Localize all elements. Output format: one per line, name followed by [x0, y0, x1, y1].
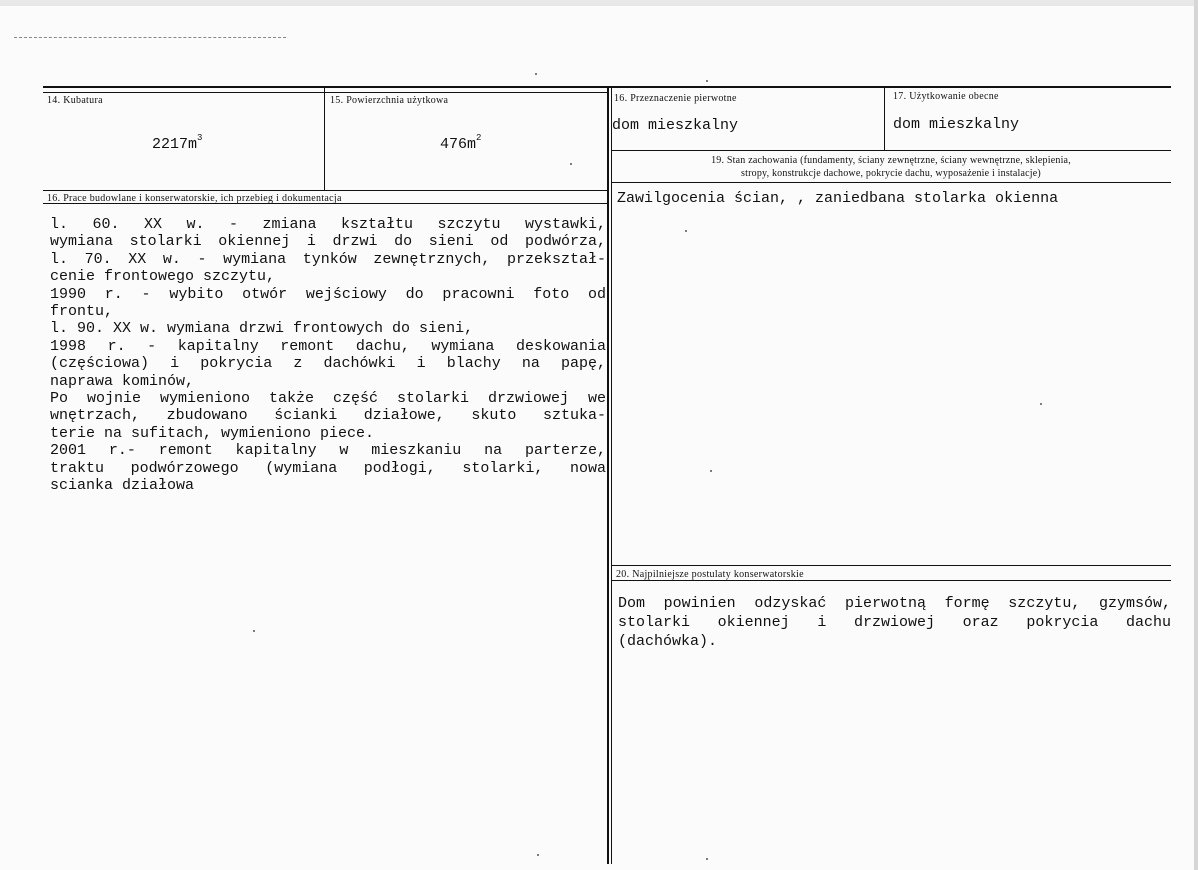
field-19-label-line1: 19. Stan zachowania (fundamenty, ściany zewnętrzne, ściany wewnętrzne, sklepienia, [711, 155, 1071, 166]
scan-speck [1040, 403, 1042, 405]
field-19-label-line2: stropy, konstrukcje dachowe, pokrycie dachu, wyposażenie i instalacje) [741, 168, 1041, 179]
text-line: naprawa kominów, [50, 372, 195, 390]
divider-14-15 [324, 88, 325, 190]
field-17-value: dom mieszkalny [893, 116, 1020, 133]
field-18-label: 16. Prace budowlane i konserwatorskie, ich przebieg i dokumentacja [47, 193, 342, 204]
area-exponent: 2 [476, 133, 482, 143]
field-14-value [152, 135, 202, 153]
text-line: stolarki okiennej i drzwiowej oraz pokrycia dachu [618, 614, 1171, 631]
construction-works-text [50, 216, 606, 495]
cubature-exponent: 3 [197, 133, 203, 143]
rule-below-19-label [611, 182, 1171, 183]
field-19-value: Zawilgocenia ścian, , zaniedbana stolarka okienna [617, 190, 1059, 207]
text-line: Dom powinien odzyskać pierwotną formę szczytu, gzymsów, [618, 595, 1171, 612]
text-line: traktu podwórzowego (wymiana podłogi, stolarki, nowa [50, 459, 606, 477]
text-line: wymiana stolarki okiennej i drzwi do sieni od podwórza, [50, 233, 606, 251]
scan-speck [535, 73, 537, 75]
scan-speck [706, 80, 708, 82]
scan-speck [570, 163, 572, 165]
rule-above-20 [611, 565, 1171, 566]
conservation-postulates-text [618, 594, 1171, 651]
text-line: l. 70. XX w. - wymiana tynków zewnętrznych, przekształ- [50, 250, 606, 268]
scan-speck [685, 230, 687, 232]
text-line: l. 60. XX w. - zmiana kształtu szczytu wystawki, [50, 216, 606, 233]
rule-below-20-label [611, 580, 1171, 581]
scan-speck [537, 854, 539, 856]
divider-16-17 [884, 88, 885, 150]
text-line: 1998 r. - kapitalny remont dachu, wymiana deskowania [50, 337, 606, 355]
text-line: wnętrzach, zbudowano ścianki działowe, skuto sztuka- [50, 407, 606, 425]
text-line: (częściowa) i pokrycia z dachówki i blachy na papę, [50, 355, 606, 373]
rule-above-18 [43, 190, 607, 191]
scan-edge-right [1194, 0, 1198, 870]
text-line: 2001 r.- remont kapitalny w mieszkaniu na parterze, [50, 442, 606, 460]
field-20-label: 20. Najpilniejsze postulaty konserwatorskie [616, 569, 804, 580]
field-17-label: 17. Użytkowanie obecne [893, 91, 999, 102]
field-16-value: dom mieszkalny [612, 117, 739, 134]
scan-speck [706, 858, 708, 860]
text-line: Po wojnie wymieniono także część stolarki drzwiowej we [50, 390, 606, 408]
text-line: frontu, [50, 303, 114, 321]
header-dashed-rule [14, 37, 286, 38]
top-rule-thin [43, 92, 607, 93]
text-line: scianka działowa [50, 477, 195, 495]
text-line: 1990 r. - wybito otwór wejściowy do pracowni foto od [50, 285, 606, 303]
field-15-label: 15. Powierzchnia użytkowa [330, 95, 449, 106]
text-line: cenie frontowego szczytu, [50, 268, 276, 286]
field-14-label: 14. Kubatura [47, 95, 103, 106]
main-column-divider-inner [611, 88, 612, 864]
scan-speck [253, 630, 255, 632]
field-15-value [440, 135, 481, 153]
scan-edge [0, 0, 1198, 6]
text-line: (dachówka). [618, 633, 718, 650]
main-column-divider [607, 88, 609, 864]
text-line: l. 90. XX w. wymiana drzwi frontowych do sieni, [50, 320, 474, 338]
field-19-label [617, 154, 1165, 180]
cubature-value: 2217m [152, 136, 198, 153]
rule-above-19 [611, 150, 1171, 151]
area-value: 476m [440, 136, 477, 153]
scan-speck [710, 470, 712, 472]
field-16-label: 16. Przeznaczenie pierwotne [614, 93, 737, 104]
text-line: terie na sufitach, wymieniono piece. [50, 424, 375, 442]
